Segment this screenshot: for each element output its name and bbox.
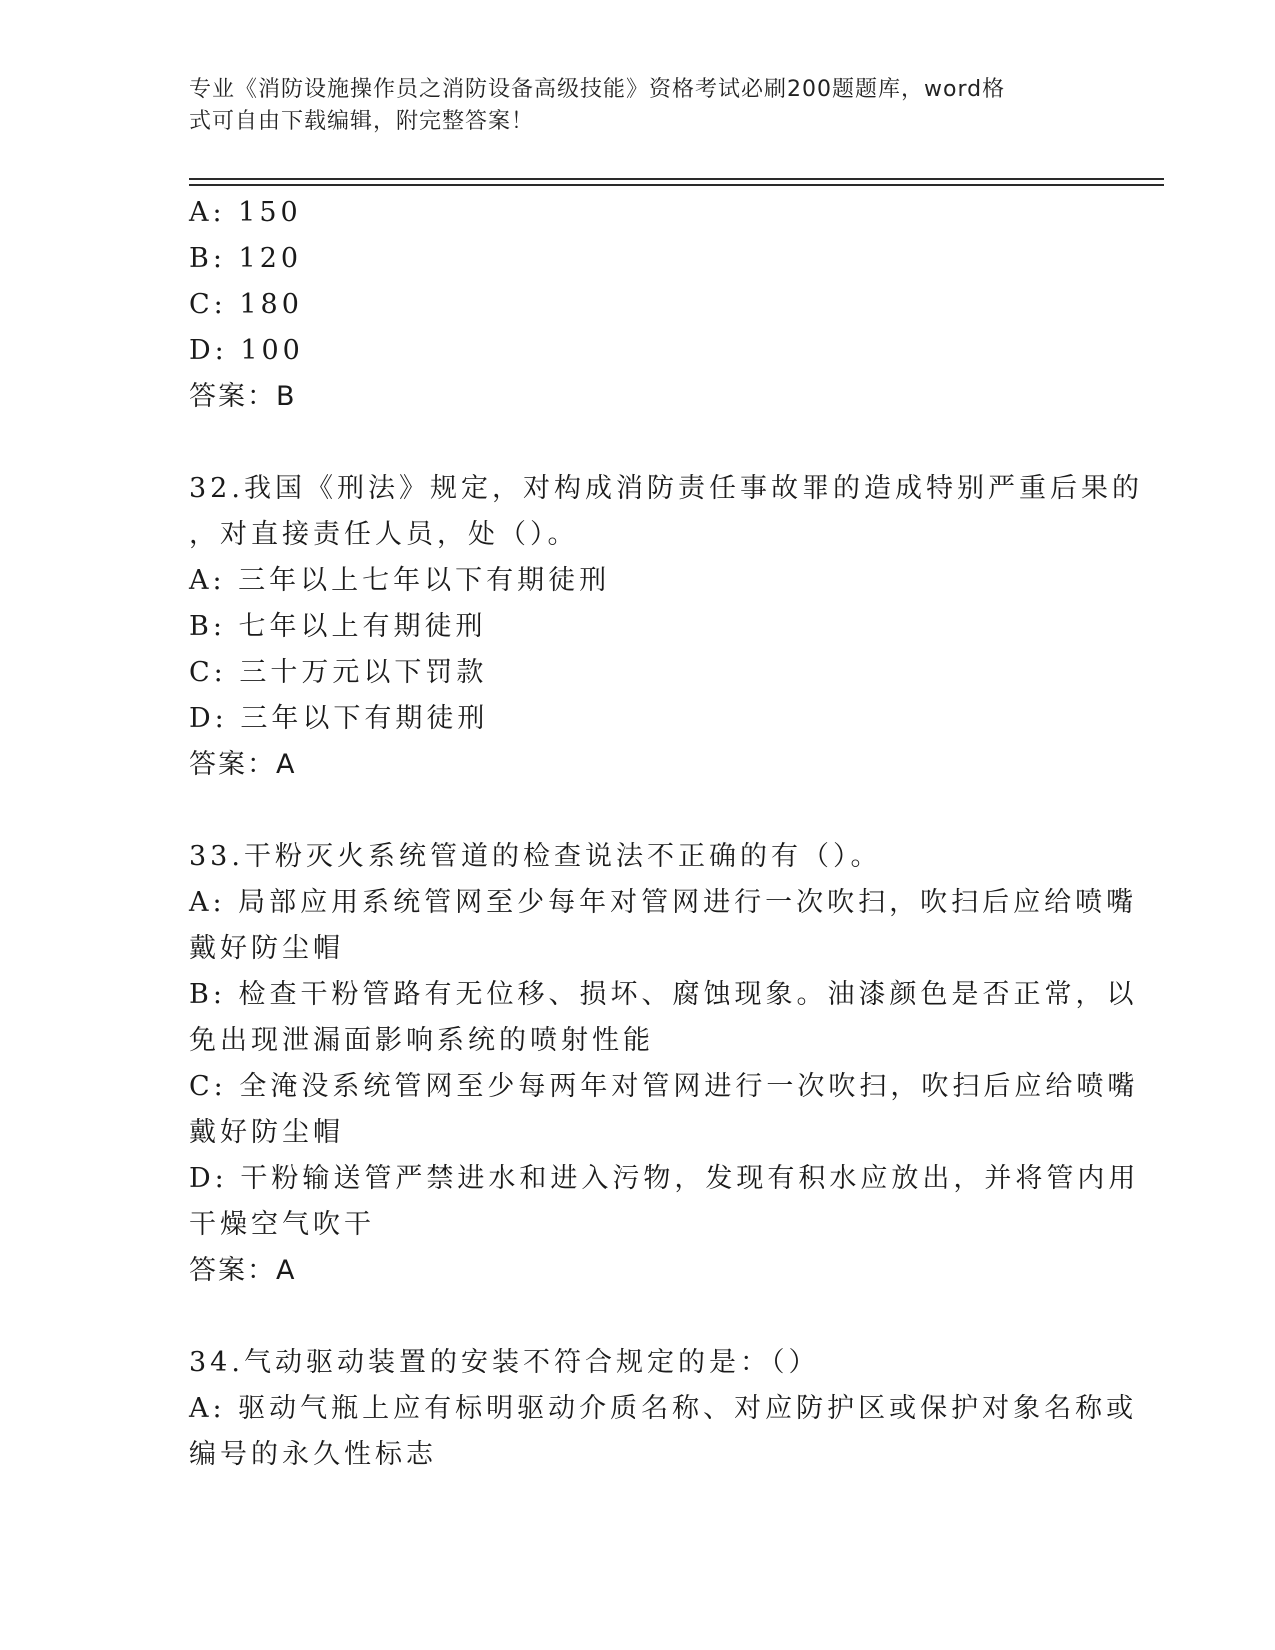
option-a: A: 三年以上七年以下有期徒刑 <box>189 565 611 596</box>
question-32 <box>189 466 1143 788</box>
option-c: C: 三十万元以下罚款 <box>189 657 488 688</box>
option-d-continued: 干燥空气吹干 <box>189 1209 375 1240</box>
answer: 答案：B <box>189 381 297 412</box>
spacer <box>189 1294 1089 1340</box>
option-b: B: 检查干粉管路有无位移、损坏、腐蚀现象。油漆颜色是否正常，以 <box>189 979 1138 1010</box>
option-a: A: 150 <box>189 197 302 228</box>
option-c-continued: 戴好防尘帽 <box>189 1117 344 1148</box>
question-stem-continued: ，对直接责任人员，处（）。 <box>189 519 579 550</box>
option-d: D: 三年以下有期徒刑 <box>189 703 489 734</box>
header-divider-top <box>189 178 1164 180</box>
option-d: D: 100 <box>189 335 304 366</box>
question-31 <box>189 190 1089 420</box>
option-b: B: 120 <box>189 243 303 274</box>
question-34 <box>189 1340 1138 1478</box>
question-stem: 33.干粉灭火系统管道的检查说法不正确的有（）。 <box>189 841 882 872</box>
question-stem: 32.我国《刑法》规定，对构成消防责任事故罪的造成特别严重后果的 <box>189 473 1143 504</box>
option-d: D: 干粉输送管严禁进水和进入污物，发现有积水应放出，并将管内用 <box>189 1163 1140 1194</box>
question-list <box>189 190 1143 1478</box>
header-line-2: 式可自由下载编辑，附完整答案！ <box>189 109 535 134</box>
header-divider-bottom <box>189 184 1164 186</box>
question-33 <box>189 834 1140 1294</box>
option-a: A: 驱动气瓶上应有标明驱动介质名称、对应防护区或保护对象名称或 <box>189 1393 1138 1424</box>
option-a-continued: 编号的永久性标志 <box>189 1439 437 1470</box>
option-a: A: 局部应用系统管网至少每年对管网进行一次吹扫，吹扫后应给喷嘴 <box>189 887 1138 918</box>
option-b: B: 七年以上有期徒刑 <box>189 611 487 642</box>
option-a-continued: 戴好防尘帽 <box>189 933 344 964</box>
option-c: C: 全淹没系统管网至少每两年对管网进行一次吹扫，吹扫后应给喷嘴 <box>189 1071 1139 1102</box>
option-c: C: 180 <box>189 289 303 320</box>
spacer <box>189 788 1089 834</box>
spacer <box>189 420 1089 466</box>
header-line-1: 专业《消防设施操作员之消防设备高级技能》资格考试必刷200题题库，word格 <box>189 77 1006 102</box>
document-header <box>189 74 1069 138</box>
option-b-continued: 免出现泄漏面影响系统的喷射性能 <box>189 1025 654 1056</box>
question-stem: 34.气动驱动装置的安装不符合规定的是：（） <box>189 1347 820 1378</box>
answer: 答案：A <box>189 1255 297 1286</box>
answer: 答案：A <box>189 749 297 780</box>
